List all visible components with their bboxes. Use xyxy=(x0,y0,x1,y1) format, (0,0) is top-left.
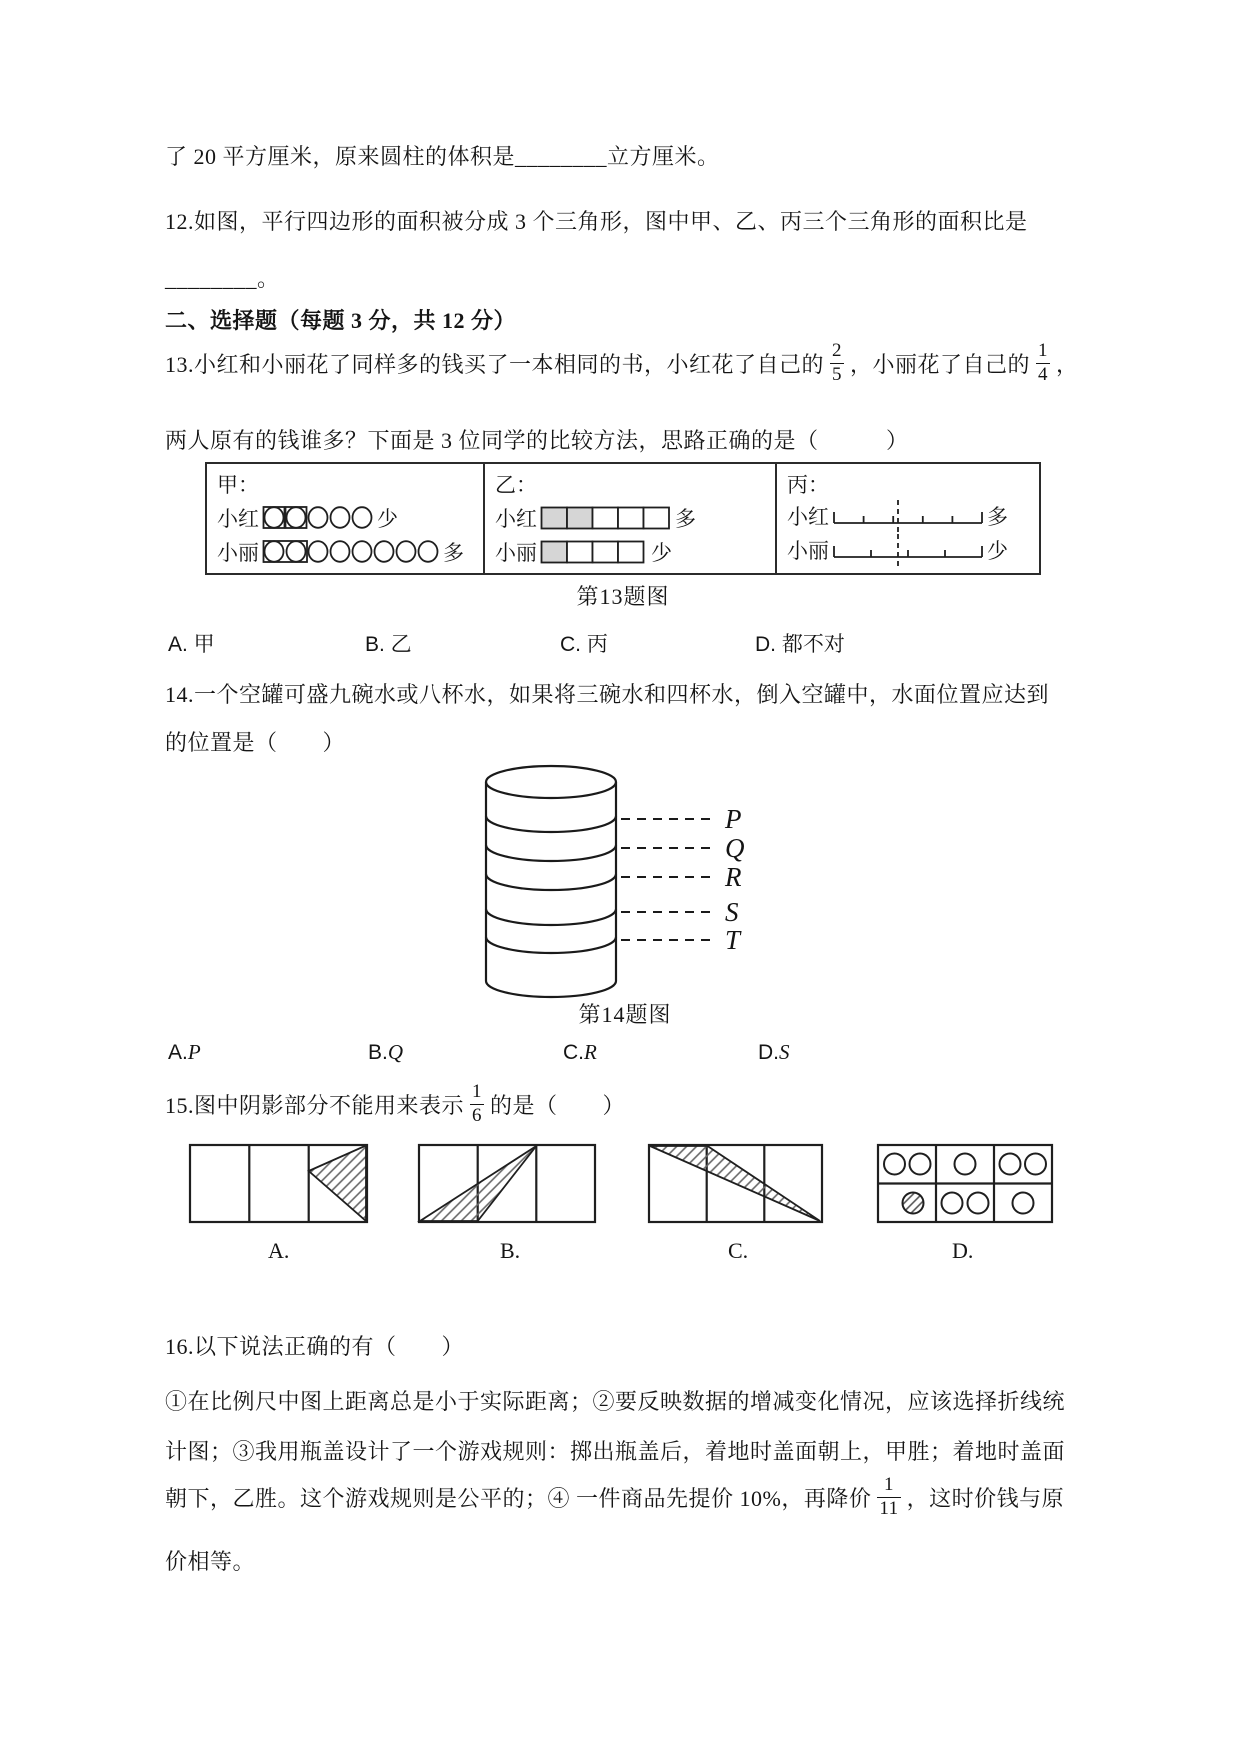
jia-row-xiaohong xyxy=(217,503,477,533)
q12-period: 。 xyxy=(257,266,280,291)
jia-title: 甲： xyxy=(217,473,259,497)
q16-text-0: 16.以下说法正确的有（ ） xyxy=(165,1334,465,1359)
fraction-1-6: $\frac{1}{6}$ xyxy=(472,1081,483,1126)
q15-line xyxy=(165,1075,625,1133)
q13-option-c: C. 丙 xyxy=(560,633,608,656)
fraction-1-11: $\frac{1}{11}$ xyxy=(879,1474,899,1519)
fraction-2-5: $\frac{2}{5}$ xyxy=(832,340,843,385)
q13-method-bing xyxy=(777,464,1039,573)
q16-line2 xyxy=(165,1435,1065,1466)
q14-cylinder-figure xyxy=(480,757,825,1005)
level-pointer-dashes xyxy=(621,819,713,940)
q15-label-a: A. xyxy=(268,1238,290,1263)
q16-line1 xyxy=(165,1385,1065,1416)
yi-xiaoli-bar-diagram xyxy=(540,538,648,566)
level-label-s: S xyxy=(725,897,739,927)
q15-label-d: D. xyxy=(952,1238,974,1263)
q11-continuation-line xyxy=(165,140,720,171)
q12-blank: ________ xyxy=(165,266,257,291)
q14-figure-caption: 第14题图 xyxy=(578,1002,672,1027)
q14-options xyxy=(168,1040,1108,1070)
q16-text-3: 朝下，乙胜。这个游戏规则是公平的；④ 一件商品先提价 10%，再降价 xyxy=(165,1485,872,1511)
q14-option-d: D.S xyxy=(758,1040,790,1064)
jia-xiaohong-label: 小红 xyxy=(217,507,259,531)
yi-xiaoli-label: 小丽 xyxy=(495,541,537,565)
q15-text-1: 15.图中阴影部分不能用来表示 xyxy=(165,1092,465,1118)
q14-text-1: 14.一个空罐可盛九碗水或八杯水，如果将三碗水和四杯水，倒入空罐中，水面位置应达到 xyxy=(165,682,1050,707)
section-title: 二、选择题 xyxy=(165,308,278,333)
q11-unit: 立方厘米。 xyxy=(607,144,720,169)
bing-xiaohong-label: 小红 xyxy=(787,505,829,529)
q14-line2 xyxy=(165,726,345,757)
yi-xiaohong-label: 小红 xyxy=(495,507,537,531)
q13-option-d: D. 都不对 xyxy=(755,633,845,656)
q14-option-c: C.R xyxy=(563,1040,597,1064)
q15-figure-d xyxy=(877,1144,1053,1223)
q16-line4 xyxy=(165,1545,255,1576)
q12-blank-line xyxy=(165,262,280,293)
fraction-1-4: $\frac{1}{4}$ xyxy=(1038,340,1049,385)
q13-method-jia xyxy=(207,464,485,573)
level-label-r: R xyxy=(725,862,742,892)
q14-option-a: A.P xyxy=(168,1040,201,1064)
q13-method-yi xyxy=(485,464,777,573)
q13-options xyxy=(168,628,1108,658)
q12-text: 12.如图，平行四边形的面积被分成 3 个三角形，图中甲、乙、丙三个三角形的面积比是 xyxy=(165,209,1028,234)
bing-xiaoli-suffix: 少 xyxy=(987,539,1008,563)
bing-row-xiaoli xyxy=(787,533,1033,567)
jia-xiaoli-suffix: 多 xyxy=(443,541,464,565)
bing-xiaoli-numberline xyxy=(832,533,984,567)
q13-line1 xyxy=(165,331,1079,395)
jia-xiaoli-circles-diagram xyxy=(262,538,440,566)
level-label-p: P xyxy=(725,804,742,834)
q16-text-2: 计图；③我用瓶盖设计了一个游戏规则：掷出瓶盖后，着地时盖面朝上，甲胜；着地时盖面 xyxy=(165,1439,1066,1464)
jia-xiaohong-circles-diagram xyxy=(262,504,374,532)
bing-xiaohong-numberline xyxy=(832,499,984,533)
q13-figure-table xyxy=(205,462,1041,575)
bing-row-xiaohong xyxy=(787,499,1033,533)
yi-xiaohong-suffix: 多 xyxy=(675,507,696,531)
q16-text-1: ①在比例尺中图上距离总是小于实际距离；②要反映数据的增减变化情况，应该选择折线统 xyxy=(165,1389,1066,1414)
jia-xiaoli-label: 小丽 xyxy=(217,541,259,565)
q16-stem xyxy=(165,1330,464,1361)
q14-text-2: 的位置是（ ） xyxy=(165,730,346,755)
level-label-q: Q xyxy=(725,833,745,863)
bing-xiaohong-suffix: 多 xyxy=(987,505,1008,529)
q11-blank: ________ xyxy=(515,144,608,169)
q13-text-2: ，小丽花了自己的 xyxy=(850,351,1031,377)
q15-figure-a xyxy=(189,1144,368,1223)
q13-text-1: 13.小红和小丽花了同样多的钱买了一本相同的书，小红花了自己的 xyxy=(165,351,825,377)
q15-figure-c xyxy=(648,1144,823,1223)
q14-option-b: B.Q xyxy=(368,1040,404,1064)
q13-option-a: A. 甲 xyxy=(168,633,215,656)
q15-figure-b xyxy=(418,1144,596,1223)
q16-text-4: ，这时价钱与原 xyxy=(906,1485,1065,1511)
bing-title: 丙： xyxy=(787,473,829,497)
bing-xiaoli-label: 小丽 xyxy=(787,539,829,563)
q11-text: 了 20 平方厘米，原来圆柱的体积是 xyxy=(165,144,516,169)
yi-row-xiaoli xyxy=(495,537,769,567)
yi-xiaohong-bar-diagram xyxy=(540,504,672,532)
section-note: （每题 3 分，共 12 分） xyxy=(277,308,517,333)
yi-row-xiaohong xyxy=(495,503,769,533)
q13-text-3: ， xyxy=(1056,351,1079,377)
q15-label-c: C. xyxy=(728,1238,749,1263)
level-labels xyxy=(724,804,745,955)
q16-line3 xyxy=(165,1467,1064,1527)
q13-text-4: 两人原有的钱谁多？下面是 3 位同学的比较方法，思路正确的是（ ） xyxy=(165,428,909,453)
q12-line1 xyxy=(165,205,1028,236)
q16-text-5: 价相等。 xyxy=(165,1549,256,1574)
q13-line2 xyxy=(165,424,909,455)
jia-row-xiaoli xyxy=(217,537,477,567)
q15-text-2: 的是（ ） xyxy=(490,1092,626,1118)
level-label-t: T xyxy=(725,925,741,955)
q13-figure-caption: 第13题图 xyxy=(576,584,670,609)
q13-option-b: B. 乙 xyxy=(365,633,412,656)
yi-title: 乙： xyxy=(495,473,537,497)
q14-line1 xyxy=(165,678,1049,709)
jia-xiaohong-suffix: 少 xyxy=(377,507,398,531)
q15-label-b: B. xyxy=(500,1238,521,1263)
yi-xiaoli-suffix: 少 xyxy=(651,541,672,565)
